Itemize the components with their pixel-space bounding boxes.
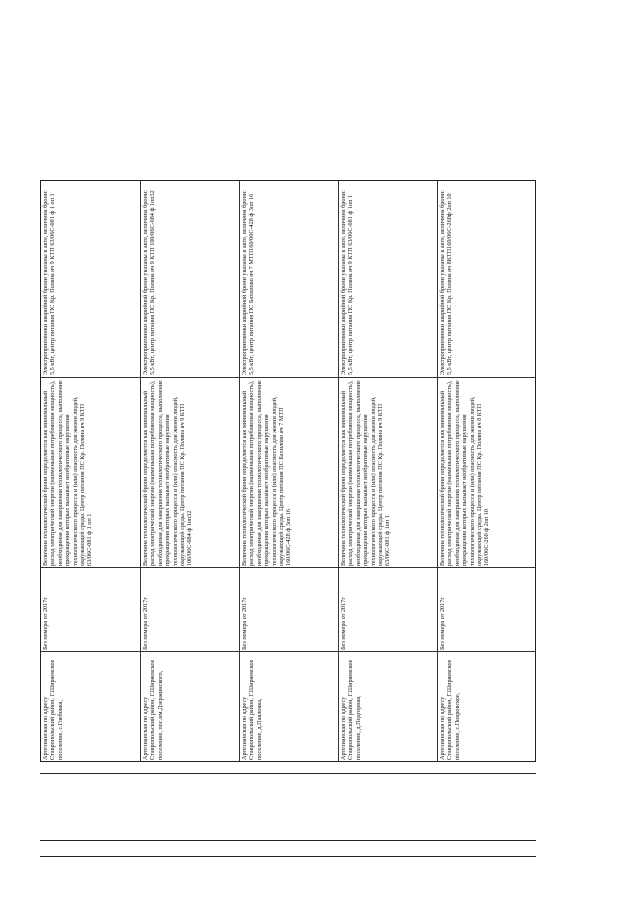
term-cell bbox=[240, 567, 338, 651]
description-cell bbox=[438, 377, 535, 567]
emergency-text: Электроприемники аварийной брони указаны в акте, величина брони: 5,5 кВт, центр питания ПС Кр. Поляна яч 9 КТП 63/06С-081 ф 1оп 1 bbox=[340, 190, 355, 375]
object-text: Артезианская по адресу Ставропольский район, Г.Ширяевское поселение, пос.им.Дзержинского, bbox=[142, 659, 164, 760]
table-row bbox=[41, 181, 140, 761]
object-cell bbox=[141, 651, 239, 761]
table-row bbox=[437, 181, 535, 761]
term-text: Без номера от 2017г bbox=[42, 597, 49, 650]
object-text: Артезианская по адресу Ставропольский район, Г.Ширяевское поселение, д.Подгорная, bbox=[340, 659, 362, 760]
table-row bbox=[239, 181, 338, 761]
table-row bbox=[140, 181, 239, 761]
object-cell bbox=[240, 651, 338, 761]
term-cell bbox=[339, 567, 437, 651]
rotated-data-table bbox=[40, 180, 536, 762]
emergency-text: Электроприемники аварийной брони указаны в акте, величина брони: 5,5 кВт, центр питания ПС Бахилово яч 7 МТП160/06С-428 ф 3оп 16 bbox=[241, 190, 256, 375]
description-text: Величина технологической брони определяется как минимальный расход электрической энергии (наименьшая потребляемая мощность), необходимая для завершения технологического процесса, выполнение прекращения которых вызывает необратимые нарушения технологического процесса и (или) опасность для жизни людей, окружающей среды. Центр питания ПС Кр. Поляна яч 9 КТП 63/06С-081 ф 1 оп 1 bbox=[42, 380, 94, 566]
separator-line bbox=[40, 773, 536, 774]
emergency-cell bbox=[141, 181, 239, 377]
object-text: Артезианская по адресу Ставропольский район, Г.Ширяевское поселение, с.Покровское, bbox=[439, 659, 461, 760]
description-cell bbox=[240, 377, 338, 567]
description-text: Величина технологической брони определяется как минимальный расход электрической энергии (наименьшая потребляемая мощность), необходимая для завершения технологического процесса, выполнение прекращения которых вызывает необратимые нарушения технологического процесса и (или) опасность для жизни людей, окружающей среды. Центр питания ПС Бахилово яч 7 МТП 160/06С-428 ф 3оп 16 bbox=[241, 380, 293, 566]
emergency-text: Электроприемники аварийной брони указаны в акте, величина брони: 5,5 кВт, центр питания ПС Кр. Поляна яч 9 КТП 63/06С-081 ф 1 оп 1 bbox=[42, 190, 57, 375]
term-text: Без номера от 2017г bbox=[241, 597, 248, 650]
emergency-cell bbox=[339, 181, 437, 377]
object-text: Артезианская по адресу Ставропольский район, Г.Ширяевское поселение, д.Павловка, bbox=[241, 659, 263, 760]
description-text: Величина технологической брони определяется как минимальный расход электрической энергии (наименьшая потребляемая мощность), необходимая для завершения технологического процесса, выполнение прекращения которых вызывает необратимые нарушения технологического процесса и (или) опасность для жизни людей, окружающей среды. Центр питания ПС Кр. Поляна яч 9 КТП 63/06С-081 ф 1оп 1 bbox=[340, 380, 392, 566]
term-cell bbox=[41, 567, 140, 651]
description-text: Величина технологической брони определяется как минимальный расход электрической энергии (наименьшая потребляемая мощность), необходимая для завершения технологического процесса, выполнение прекращения которых вызывает необратимые нарушения технологического процесса и (или) опасность для жизни людей, окружающей среды. Центр питания ПС Кр. Поляна яч 9 КТП 100/06С-084 ф 1оп32 bbox=[142, 380, 194, 566]
table-row bbox=[338, 181, 437, 761]
emergency-cell bbox=[41, 181, 140, 377]
separator-line bbox=[40, 840, 536, 841]
object-text: Артезианская по адресу Ставропольский район, Г.Ширяевское поселение, с.Глебовка, bbox=[42, 659, 64, 760]
emergency-text: Электроприемники аварийной брони указаны в акте, величина брони: 5,5 кВт, центр питания ПС Кр. Поляна яч 8КТП160/06С-260ф 2оп 10 bbox=[439, 190, 454, 375]
emergency-cell bbox=[438, 181, 535, 377]
term-cell bbox=[141, 567, 239, 651]
description-cell bbox=[141, 377, 239, 567]
term-text: Без номера от 2017г bbox=[340, 597, 347, 650]
object-cell bbox=[339, 651, 437, 761]
object-cell bbox=[438, 651, 535, 761]
separator-line bbox=[40, 856, 536, 857]
description-cell bbox=[339, 377, 437, 567]
description-cell bbox=[41, 377, 140, 567]
term-text: Без номера от 2017г bbox=[142, 597, 149, 650]
term-text: Без номера от 2017г bbox=[439, 597, 446, 650]
emergency-text: Электроприемники аварийной брони указаны в акте, величина брони: 5,5 кВт, центр питания ПС Кр. Поляна яч 9 КТП 100/06С-084 ф 1оп32 bbox=[142, 190, 157, 375]
term-cell bbox=[438, 567, 535, 651]
object-cell bbox=[41, 651, 140, 761]
description-text: Величина технологической брони определяется как минимальный расход электрической энергии (наименьшая потребляемая мощность), необходимая для завершения технологического процесса, выполнение прекращения которых вызывает необратимые нарушения технологического процесса и (или) опасность для жизни людей, окружающей среды. Центр питания ПС Кр. Поляна яч 8 КТП 160/06С-260 ф 2оп 10 bbox=[439, 380, 491, 566]
emergency-cell bbox=[240, 181, 338, 377]
